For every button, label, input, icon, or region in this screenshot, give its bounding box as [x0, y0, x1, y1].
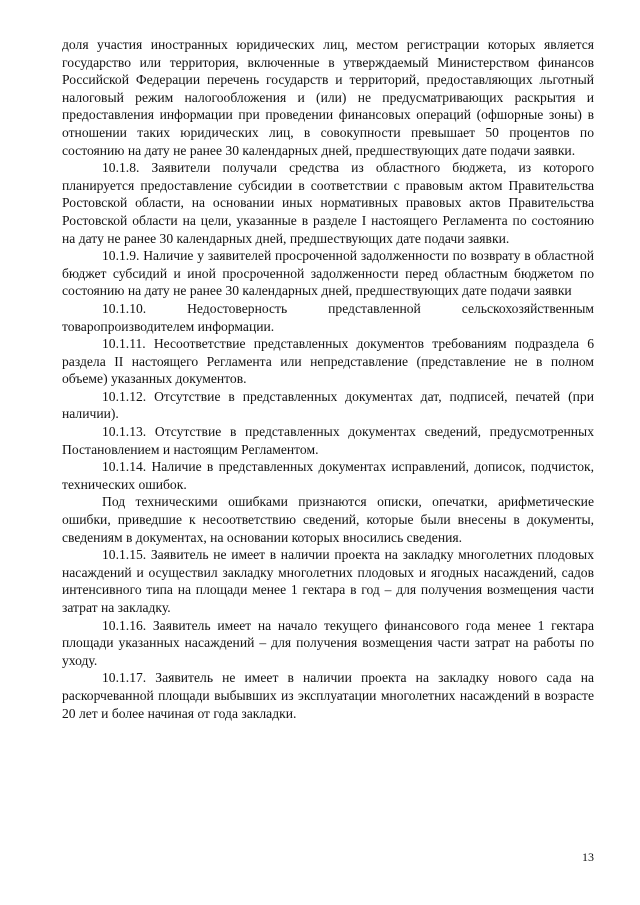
paragraph-technical-errors: Под техническими ошибками признаются описки, опечатки, арифметические ошибки, приведшие к несоответствию сведений, которые были внесены в документы, сведениям в документах, на основании которых вносились сведения.	[62, 494, 594, 545]
paragraph-10-1-15: 10.1.15. Заявитель не имеет в наличии проекта на закладку многолетних плодовых насаждений и осуществил закладку многолетних плодовых и ягодных насаждений, садов интенсивного типа на площади менее 1 гектара в год – для получения возмещения части затрат на закладку.	[62, 547, 594, 615]
paragraph-10-1-9: 10.1.9. Наличие у заявителей просроченной задолженности по возврату в областной бюджет субсидий и иной просроченной задолженности перед областным бюджетом по состоянию на дату не ранее 30 календарных дней, предшествующих дате подачи заявки	[62, 248, 594, 299]
document-page	[62, 36, 594, 722]
paragraph-10-1-11: 10.1.11. Несоответствие представленных документов требованиям подраздела 6 раздела II настоящего Регламента или непредставление (представление не в полном объеме) указанных документов.	[62, 336, 594, 387]
paragraph-10-1-17: 10.1.17. Заявитель не имеет в наличии проекта на закладку нового сада на раскорчеванной площади выбывших из эксплуатации многолетних насаждений в возрасте 20 лет и более начиная от года закладки.	[62, 670, 594, 721]
paragraph-10-1-8: 10.1.8. Заявители получали средства из областного бюджета, из которого планируется предоставление субсидии в соответствии с правовым актом Правительства Ростовской области, на основании иных нормативных правовых актов Правительства Ростовской области на цели, указанные в разделе I настоящего Регламента по состоянию на дату не ранее 30 календарных дней, предшествующих дате подачи заявки.	[62, 160, 594, 246]
page-number: 13	[582, 850, 594, 864]
paragraph-10-1-13: 10.1.13. Отсутствие в представленных документах сведений, предусмотренных Постановлением и настоящим Регламентом.	[62, 424, 594, 457]
paragraph-10-1-12: 10.1.12. Отсутствие в представленных документах дат, подписей, печатей (при наличии).	[62, 388, 594, 422]
paragraph-10-1-16: 10.1.16. Заявитель имеет на начало текущего финансового года менее 1 гектара площади указанных насаждений – для получения возмещения части затрат на работы по уходу.	[62, 617, 594, 668]
paragraph-offshore-share: доля участия иностранных юридических лиц, местом регистрации которых является государство или территория, включенные в утверждаемый Министерством финансов Российской Федерации перечень государств и территорий, предоставляющих льготный налоговый режим налогообложения и (или) не предусматривающих раскрытия и предоставления информации при проведении финансовых операций (офшорные зоны) в отношении таких юридических лиц, в совокупности превышает 50 процентов по состоянию на дату не ранее 30 календарных дней, предшествующих дате подачи заявки.	[62, 37, 594, 158]
paragraph-10-1-14: 10.1.14. Наличие в представленных документах исправлений, дописок, подчисток, технических ошибок.	[62, 459, 594, 492]
paragraph-10-1-10: 10.1.10. Недостоверность представленной сельскохозяйственным товаропроизводителем информации.	[62, 300, 594, 334]
